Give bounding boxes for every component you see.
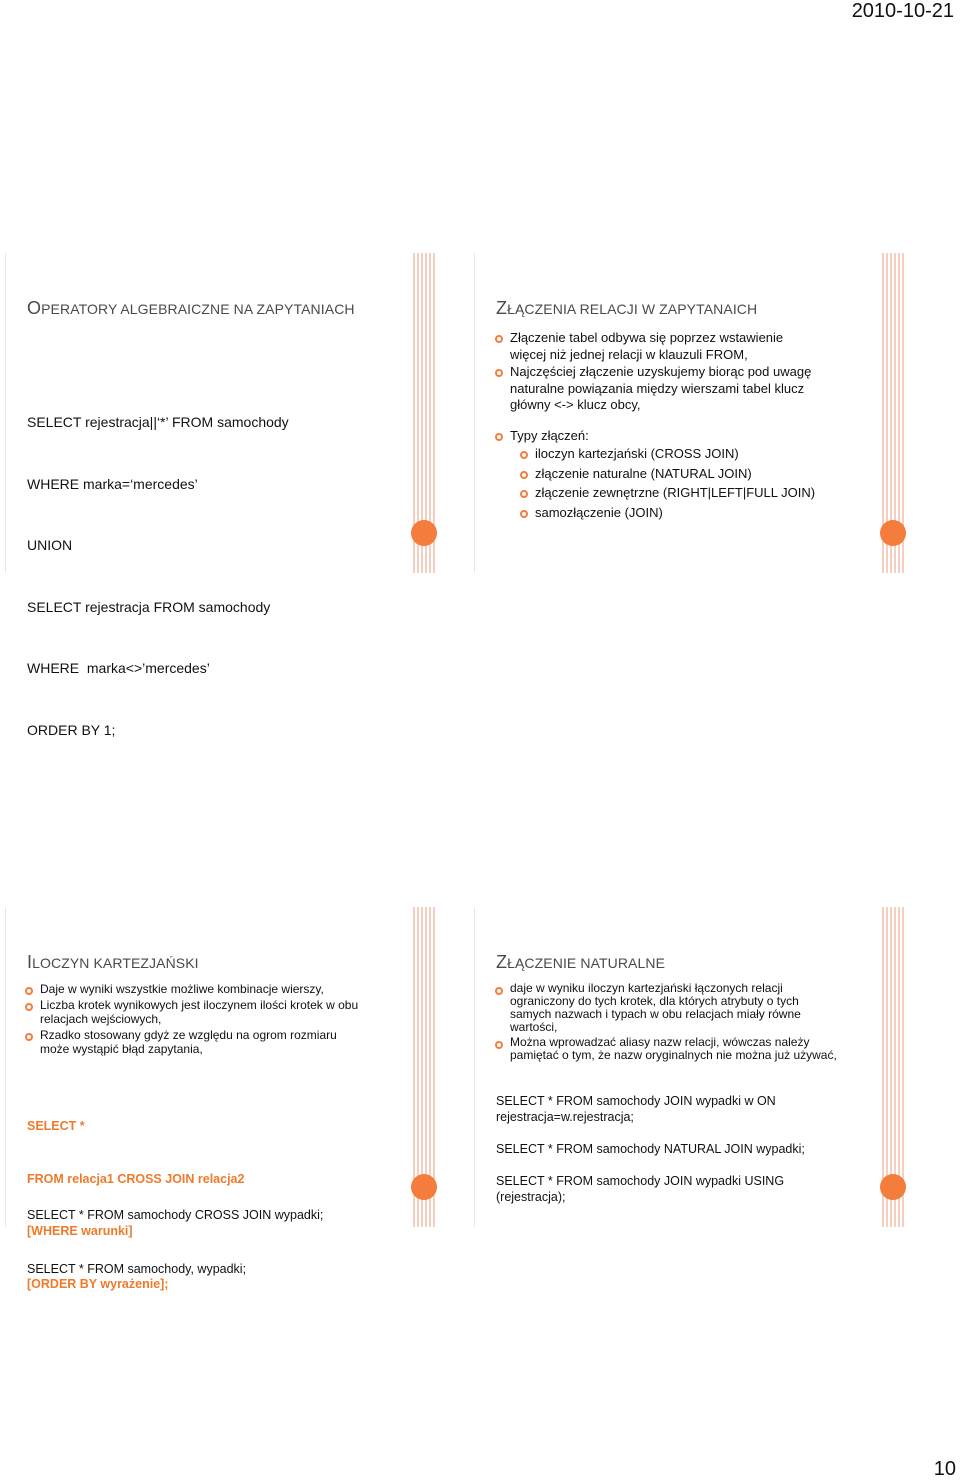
list-item: daje w wyniku iloczyn kartezjański łączonych relacji ograniczony do tych krotek, dla których atrybuty o tych samych nazwach i typach w obu relacjach miały równe wartości, <box>510 982 840 1034</box>
page-date: 2010-10-21 <box>851 0 954 22</box>
list-item: Rzadko stosowany gdyż ze względu na ogrom rozmiaru może wystąpić błąd zapytania, <box>40 1028 362 1056</box>
sql-line: UNION <box>27 537 73 553</box>
sql-line: WHERE marka=‘mercedes’ <box>27 475 198 492</box>
sql-paragraph: SELECT * FROM samochody NATURAL JOIN wypadki; <box>496 1142 805 1156</box>
list-item: Złączenie tabel odbywa się poprzez wstawienie więcej niż jednej relacji w klauzuli FROM, <box>510 330 820 363</box>
join-types-list <box>510 446 820 521</box>
bullet-list <box>40 982 362 1058</box>
list-item <box>510 428 820 522</box>
slide-iloczyn <box>5 907 427 1291</box>
sql-paragraph: SELECT * FROM samochody JOIN wypadki w ON rejestracja=w.rejestracja; <box>496 1094 776 1124</box>
slide-orange-dot <box>411 1174 437 1200</box>
list-item: samozłączenie (JOIN) <box>535 505 820 522</box>
slide-title: ZŁĄCZENIA RELACJI W ZAPYTANAICH <box>496 298 758 318</box>
sql-line: SELECT * FROM samochody CROSS JOIN wypadki; <box>27 1208 324 1222</box>
bullet-list <box>510 330 820 524</box>
slide-orange-dot <box>411 520 437 546</box>
sql-line: [ORDER BY wyrażenie]; <box>27 1276 169 1291</box>
slide-title: ILOCZYN KARTEZJAŃSKI <box>27 952 199 972</box>
sql-line: SELECT rejestracja||‘*’ FROM samochody <box>27 414 289 430</box>
sql-line: WHERE marka<>’mercedes’ <box>27 660 210 676</box>
sql-line: FROM relacja1 CROSS JOIN relacja2 <box>27 1171 245 1186</box>
slide-orange-dot <box>880 1174 906 1200</box>
sql-line: [WHERE warunki] <box>27 1224 133 1238</box>
sql-code-block <box>27 371 289 781</box>
list-item: Liczba krotek wynikowych jest iloczynem ilości krotek w obu relacjach wejściowych, <box>40 998 362 1026</box>
slide-title: OPERATORY ALGEBRAICZNE NA ZAPYTANIACH <box>27 298 355 318</box>
list-item: Daje w wyniki wszystkie możliwe kombinacje wierszy, <box>40 982 362 996</box>
slide-operatory <box>5 253 427 738</box>
list-item: Można wprowadzać aliasy nazw relacji, wówczas należy pamiętać o tym, że nazw oryginalnych nie można już używać, <box>510 1036 840 1062</box>
slide-title: ZŁĄCZENIE NATURALNE <box>496 952 666 972</box>
slide-orange-dot <box>880 520 906 546</box>
slide-zlaczenia <box>474 253 896 573</box>
list-item: iloczyn kartezjański (CROSS JOIN) <box>535 446 820 463</box>
sql-example-block <box>27 1170 323 1314</box>
bullet-list <box>510 982 840 1064</box>
sql-line: SELECT * FROM samochody, wypadki; <box>27 1262 247 1276</box>
sql-line: SELECT rejestracja FROM samochody <box>27 598 271 615</box>
sql-paragraph: SELECT * FROM samochody JOIN wypadki USING (rejestracja); <box>496 1174 785 1204</box>
sql-line: ORDER BY 1; <box>27 721 116 738</box>
list-item: złączenie naturalne (NATURAL JOIN) <box>535 466 820 483</box>
sql-line: SELECT * <box>27 1119 85 1133</box>
slide-naturalne <box>474 907 896 1227</box>
list-item: Najczęściej złączenie uzyskujemy biorąc pod uwagę naturalne powiązania między wierszami tabel klucz główny <-> klucz obcy, <box>510 364 820 414</box>
list-item: złączenie zewnętrzne (RIGHT|LEFT|FULL JOIN) <box>535 485 820 502</box>
page-number: 10 <box>933 1458 956 1480</box>
types-label: Typy złączeń: <box>510 427 589 443</box>
